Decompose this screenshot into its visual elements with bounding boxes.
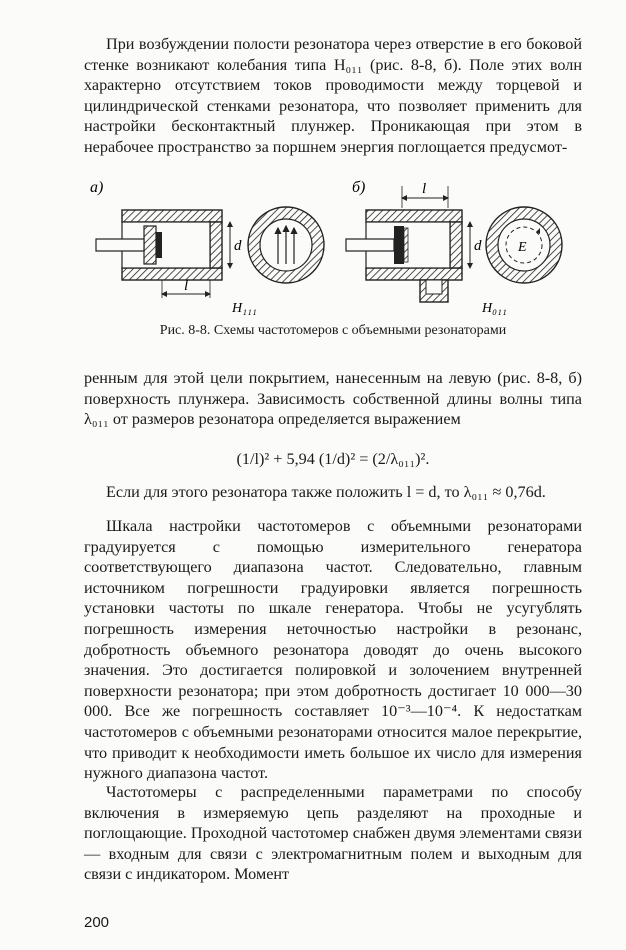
label-b: б) — [352, 179, 366, 196]
label-a: а) — [90, 179, 104, 196]
label-h111: H₁₁₁ — [232, 301, 257, 316]
figure-8-8 — [84, 176, 582, 316]
label-l-b: l — [422, 181, 427, 197]
paragraph-3: Если для этого резонатора также положить l = d, то λ₀₁₁ ≈ 0,76d. — [106, 483, 546, 501]
figure-caption: Рис. 8-8. Схемы частотомеров с объемными резонаторами — [159, 323, 507, 338]
label-d-b: d — [474, 238, 482, 254]
paragraph-1: При возбуждении полости резонатора через отверстие в его боковой стенке возникают колебания типа H₀₁₁ (рис. 8-8, б). Поле этих волн характерно отсутствием токов проводимости между торцевой и цилиндрической стенками резонатора, что позволяет применить для настройки бесконтактный плунжер. Проникающая при этом в нерабочее пространство за поршнем энергия поглощается предусмот- — [84, 35, 582, 156]
label-h011: H₀₁₁ — [482, 301, 507, 316]
figure-diagram — [84, 176, 582, 316]
page-number: 200 — [84, 914, 110, 931]
label-d-a: d — [234, 238, 242, 254]
formula: (1/l)² + 5,94 (1/d)² = (2/λ₀₁₁)². — [236, 450, 430, 468]
label-l-a: l — [184, 278, 189, 294]
label-e: E — [518, 240, 527, 255]
paragraph-5: Частотомеры с распределенными параметрами по способу включения в измеряемую цепь разделяют на проходные и поглощающие. Проходной частотомер снабжен двумя элементами связи — входным для связи с электромагнитным полем и выходным для связи с индикатором. Момент — [84, 783, 582, 884]
diagram-a — [90, 179, 324, 316]
paragraph-2: ренным для этой цели покрытием, нанесенным на левую (рис. 8-8, б) поверхность плунжера. Зависимость собственной длины волны типа λ₀₁₁ от размеров резонатора определяется выражением — [84, 369, 582, 429]
paragraph-4: Шкала настройки частотомеров с объемными резонаторами градуируется с помощью измерительного генератора соответствующего диапазона частот. Следовательно, главным источником погрешности градуировки является погрешность установки частоты по шкале генератора. Чтобы не усугублять погрешность измерения неточностью настройки в резонанс, добротность объемного резонатора доводят до очень высокого значения. Это достигается полировкой и золочением внутренней поверхности резонатора; при этом добротность достигает 10 000—30 000. Все же погрешность составляет 10⁻³—10⁻⁴. К недостаткам частотомеров с объемными резонаторами относится малое перекрытие, что приводит к необходимости иметь большое их число для измерения нужного диапазона частот. — [84, 517, 582, 783]
diagram-b — [346, 179, 562, 316]
